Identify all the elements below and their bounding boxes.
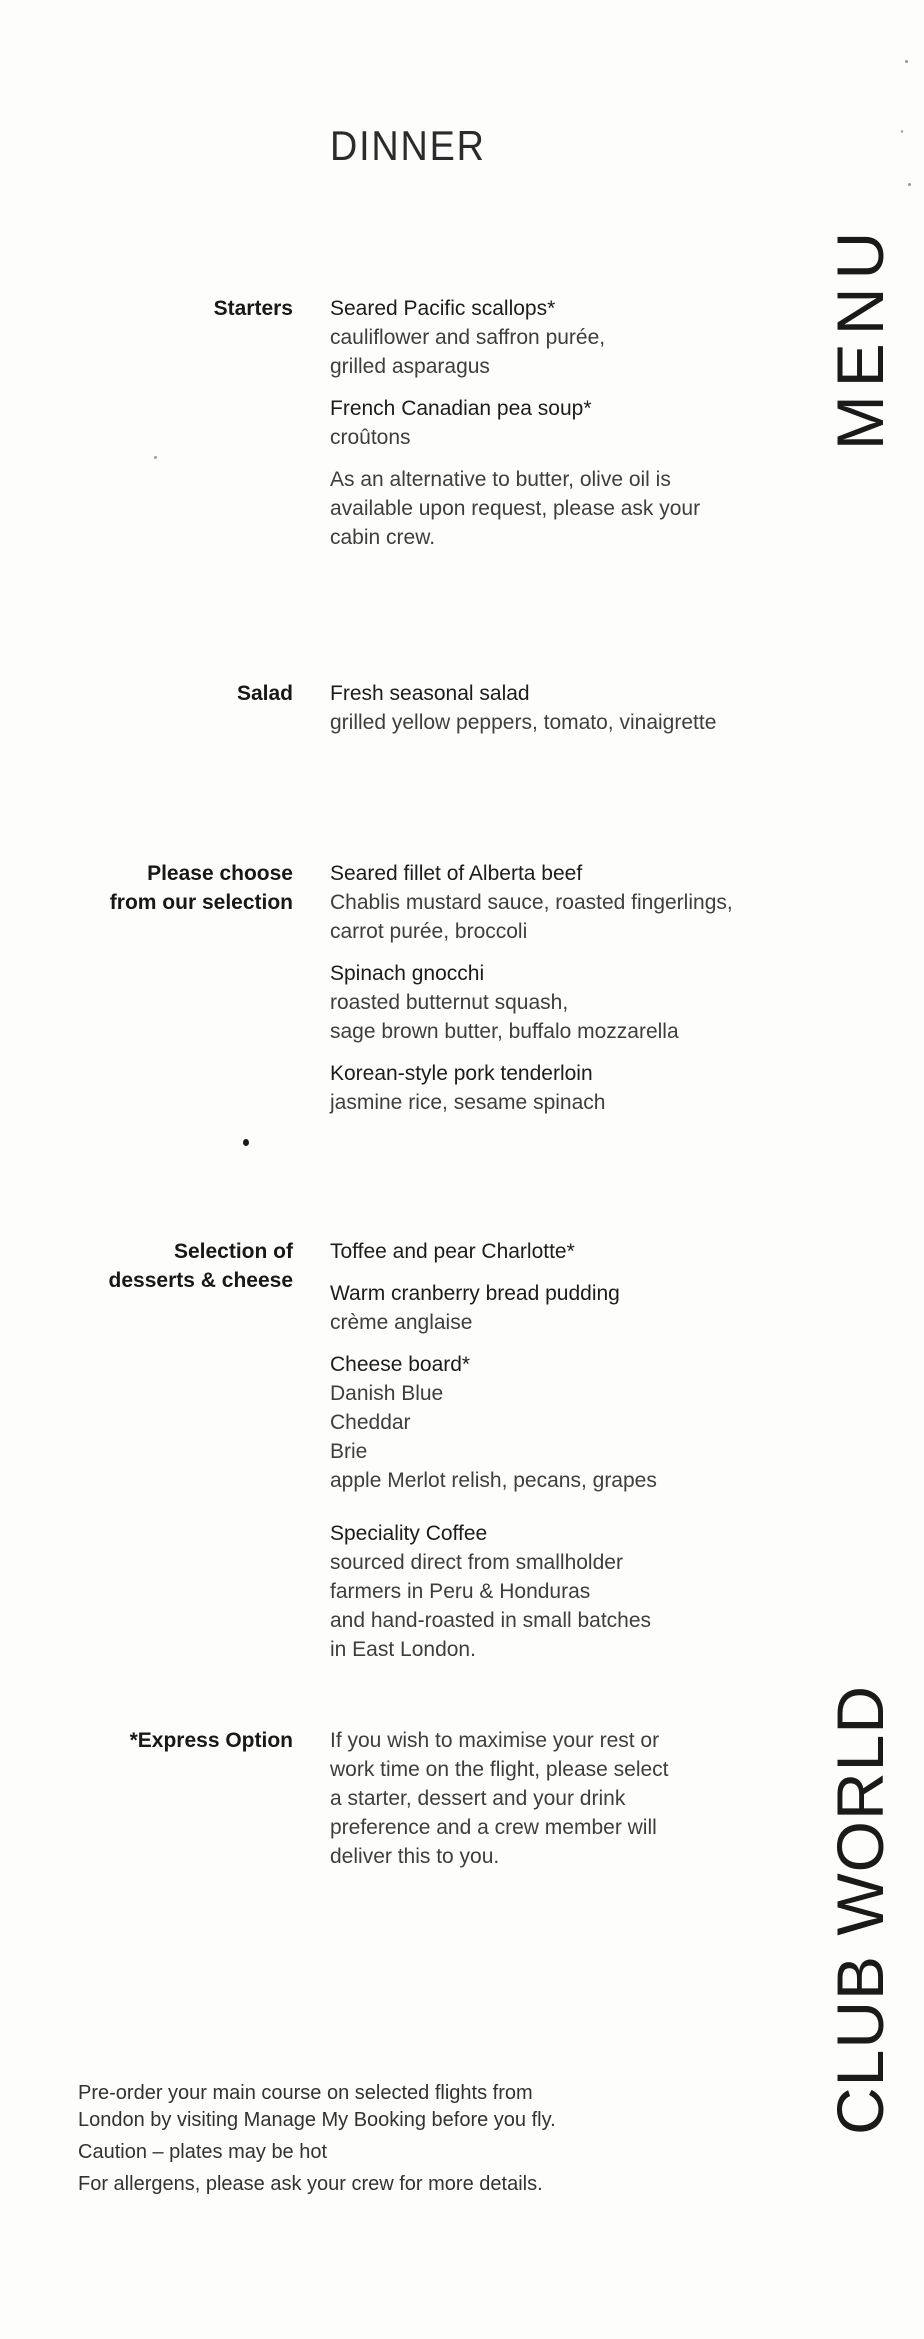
dish-line: grilled yellow peppers, tomato, vinaigrette xyxy=(330,711,717,734)
dish-name: Toffee and pear Charlotte* xyxy=(330,1240,575,1263)
dish-line: farmers in Peru & Honduras xyxy=(330,1580,591,1603)
section-content xyxy=(330,859,800,1117)
note-line: As an alternative to butter, olive oil is xyxy=(330,468,671,491)
side-label-club-world: CLUB WORLD xyxy=(823,1684,897,2136)
dish-name: Spinach gnocchi xyxy=(330,962,485,985)
dish-line: roasted butternut squash, xyxy=(330,991,569,1014)
note-line: a starter, dessert and your drink xyxy=(330,1787,626,1810)
dish-line: crème anglaise xyxy=(330,1311,473,1334)
section-label xyxy=(50,679,293,708)
footer-line: London by visiting Manage My Booking before you fly. xyxy=(78,2109,556,2131)
footer-line: Pre-order your main course on selected flights from xyxy=(78,2082,533,2104)
section-label xyxy=(50,294,293,323)
scan-speck xyxy=(905,60,908,63)
dish-line: sage brown butter, buffalo mozzarella xyxy=(330,1020,679,1043)
dish-name: Cheese board* xyxy=(330,1353,471,1376)
scan-speck xyxy=(908,183,911,186)
section-label-line: Starters xyxy=(213,297,293,320)
menu-item xyxy=(330,679,800,737)
note-line: deliver this to you. xyxy=(330,1845,500,1868)
menu-item xyxy=(330,294,800,381)
menu-note xyxy=(330,1726,800,1871)
side-label-menu: MENU xyxy=(823,223,897,451)
dish-line: apple Merlot relish, pecans, grapes xyxy=(330,1469,657,1492)
dish-name: Speciality Coffee xyxy=(330,1522,488,1545)
dish-line: grilled asparagus xyxy=(330,355,490,378)
section-label xyxy=(50,859,293,917)
dish-line: sourced direct from smallholder xyxy=(330,1551,623,1574)
section-label-line: Please choose xyxy=(147,862,293,885)
section-content xyxy=(330,1237,800,1664)
section-label xyxy=(50,1237,293,1295)
dish-name: Seared fillet of Alberta beef xyxy=(330,862,583,885)
footer xyxy=(78,2080,678,2198)
menu-item xyxy=(330,959,800,1046)
section-label-line: from our selection xyxy=(109,891,293,914)
menu-item xyxy=(330,1279,800,1337)
note-line: cabin crew. xyxy=(330,526,436,549)
scan-speck xyxy=(154,456,157,459)
footer-line: Caution – plates may be hot xyxy=(78,2141,328,2163)
note-line: If you wish to maximise your rest or xyxy=(330,1729,660,1752)
note-line: available upon request, please ask your xyxy=(330,497,701,520)
section-content xyxy=(330,1726,800,1871)
section-content xyxy=(330,679,800,737)
menu-item xyxy=(330,1350,800,1495)
menu-item xyxy=(330,1519,800,1664)
dish-line: and hand-roasted in small batches xyxy=(330,1609,652,1632)
dish-line: Brie xyxy=(330,1440,368,1463)
note-line: work time on the flight, please select xyxy=(330,1758,669,1781)
menu-item xyxy=(330,394,800,452)
dish-line: croûtons xyxy=(330,426,411,449)
dish-line: jasmine rice, sesame spinach xyxy=(330,1091,606,1114)
menu-item xyxy=(330,1237,800,1266)
menu-note xyxy=(330,465,800,552)
scan-speck xyxy=(243,1139,249,1146)
section-label-line: Salad xyxy=(236,682,293,705)
dish-line: in East London. xyxy=(330,1638,476,1661)
dish-line: Chablis mustard sauce, roasted fingerlings, xyxy=(330,891,733,914)
section-label-line: *Express Option xyxy=(129,1729,293,1752)
dish-line: Cheddar xyxy=(330,1411,411,1434)
section-label-line: Selection of xyxy=(173,1240,293,1263)
dish-name: Warm cranberry bread pudding xyxy=(330,1282,620,1305)
dish-name: Korean-style pork tenderloin xyxy=(330,1062,593,1085)
section-content xyxy=(330,294,800,552)
footer-paragraph xyxy=(78,2139,678,2166)
scan-speck xyxy=(901,130,903,133)
footer-line: For allergens, please ask your crew for more details. xyxy=(78,2173,543,2195)
dish-name: French Canadian pea soup* xyxy=(330,397,592,420)
menu-item xyxy=(330,1059,800,1117)
note-line: preference and a crew member will xyxy=(330,1816,657,1839)
dish-name: Seared Pacific scallops* xyxy=(330,297,556,320)
page-title: DINNER xyxy=(330,122,486,169)
footer-paragraph xyxy=(78,2080,678,2134)
section-label-line: desserts & cheese xyxy=(108,1269,293,1292)
dish-line: cauliflower and saffron purée, xyxy=(330,326,606,349)
footer-paragraph xyxy=(78,2171,678,2198)
dish-line: carrot purée, broccoli xyxy=(330,920,528,943)
section-label xyxy=(50,1726,293,1755)
dish-line: Danish Blue xyxy=(330,1382,444,1405)
dish-name: Fresh seasonal salad xyxy=(330,682,530,705)
menu-item xyxy=(330,859,800,946)
